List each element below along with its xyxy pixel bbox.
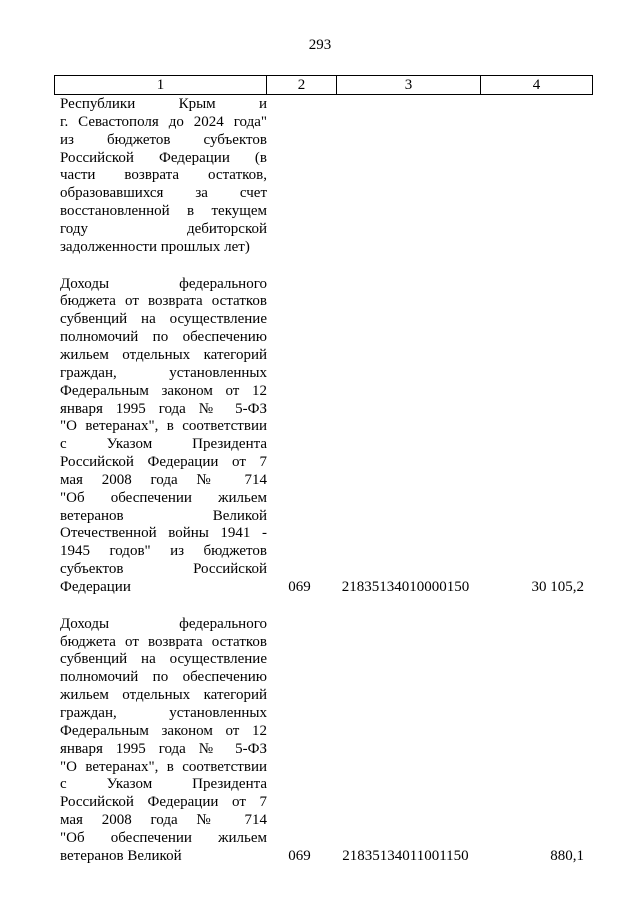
budget-classification-code: 21835134011001150	[342, 847, 469, 864]
description-line: "Об обеспечении жильем	[60, 829, 267, 846]
description-line: "О ветеранах", в соответствии	[60, 418, 267, 435]
description-line: жильем отдельных категорий	[60, 687, 267, 704]
table-row	[54, 616, 588, 866]
page-number: 293	[308, 37, 332, 53]
description-line: Федеральным законом от 12	[60, 722, 267, 739]
description-line: бюджета от возврата остатков	[60, 293, 267, 310]
row-gap	[54, 257, 588, 276]
column-header-row	[55, 76, 593, 95]
description-line: января 1995 года № 5-ФЗ	[60, 740, 267, 757]
description-line: Российской Федерации от 7	[60, 794, 267, 811]
amount: 880,1	[550, 847, 584, 864]
table-body	[54, 96, 588, 866]
description-line: бюджета от возврата остатков	[60, 633, 267, 650]
description-line: жильем отдельных категорий	[60, 346, 267, 363]
description-line: Республики Крым и	[60, 96, 267, 112]
description-line: полномочий по обеспечению	[60, 329, 267, 346]
column-header-table	[54, 75, 593, 95]
description-line: образовавшихся за счет	[60, 185, 267, 202]
description-line: с Указом Президента	[60, 436, 267, 453]
description-line: задолженности прошлых лет)	[60, 238, 250, 255]
description-line: ветеранов Великой	[60, 847, 182, 864]
description-line: Доходы федерального	[60, 275, 267, 292]
description-line: субъектов Российской	[60, 561, 267, 578]
row-description	[54, 616, 267, 866]
description-line: субвенций на осуществление	[60, 311, 267, 328]
description-line: г. Севастополя до 2024 года"	[60, 113, 267, 130]
row-description	[54, 276, 267, 597]
description-line: января 1995 года № 5-ФЗ	[60, 400, 267, 417]
column-header-2: 2	[267, 76, 337, 95]
table-row	[54, 96, 588, 257]
description-line: с Указом Президента	[60, 776, 267, 793]
description-line: граждан, установленных	[60, 364, 267, 381]
admin-code: 069	[288, 578, 311, 595]
table-row	[54, 276, 588, 597]
description-line: ветеранов Великой	[60, 507, 267, 524]
description-line: субвенций на осуществление	[60, 651, 267, 668]
description-line: мая 2008 года № 714	[60, 812, 267, 829]
description-line: Российской Федерации от 7	[60, 454, 267, 471]
description-line: мая 2008 года № 714	[60, 471, 267, 488]
description-line: Российской Федерации (в	[60, 149, 267, 166]
amount: 30 105,2	[531, 578, 584, 595]
description-line: части возврата остатков,	[60, 167, 267, 184]
row-gap	[54, 597, 588, 616]
description-line: Доходы федерального	[60, 615, 267, 632]
row-description	[54, 96, 267, 257]
description-line: "Об обеспечении жильем	[60, 489, 267, 506]
description-line: граждан, установленных	[60, 705, 267, 721]
description-line: году дебиторской	[60, 220, 267, 237]
admin-code: 069	[288, 847, 311, 864]
column-header-4: 4	[481, 76, 593, 95]
description-line: "О ветеранах", в соответствии	[60, 758, 267, 775]
description-line: 1945 годов" из бюджетов	[60, 543, 267, 560]
description-line: из бюджетов субъектов	[60, 131, 267, 148]
budget-classification-code: 21835134010000150	[341, 578, 470, 595]
description-line: восстановленной в текущем	[60, 203, 267, 220]
description-line: Отечественной войны 1941 -	[60, 525, 267, 542]
description-line: Федеральным законом от 12	[60, 382, 267, 399]
column-header-3: 3	[337, 76, 481, 95]
column-header-1: 1	[55, 76, 267, 95]
description-line: полномочий по обеспечению	[60, 669, 267, 686]
description-line: Федерации	[60, 578, 131, 595]
